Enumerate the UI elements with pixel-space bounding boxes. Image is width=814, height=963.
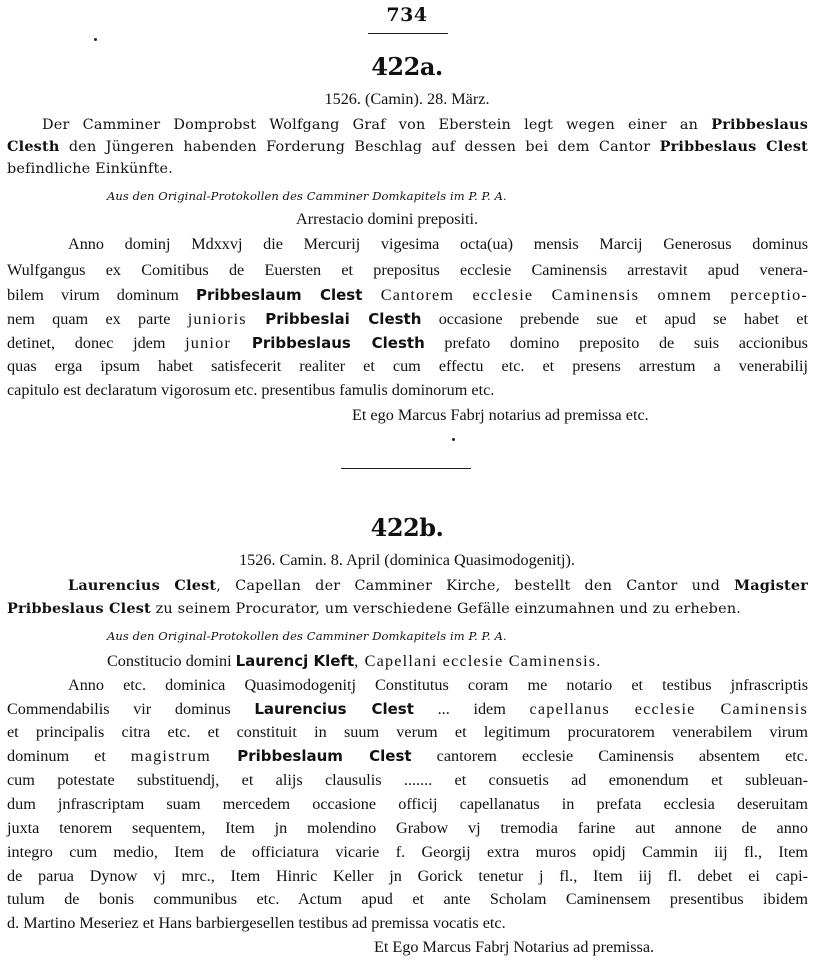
doc-b-title [107, 651, 602, 671]
person-name: Pribbeslaus Clest [7, 600, 151, 617]
text-run: cantorem ecclesie Caminensis absentem etc. [411, 747, 808, 765]
speck-mark [452, 438, 455, 441]
text-run: Constitucio domini [107, 652, 236, 670]
page-number-rule [368, 33, 448, 34]
text-run: detinet, donec jdem [7, 334, 186, 352]
person-name: Laurencj Kleft [235, 652, 355, 670]
person-name: Laurencius Clest [254, 700, 414, 718]
doc-b-text-line: Anno etc. dominica Quasimodogenitj Constitutus coram me notario et testibus jnfrascriptis [68, 676, 808, 694]
text-run: magistrum [130, 747, 211, 765]
text-run: junioris [187, 310, 247, 328]
person-name: Pribbeslaum Clest [210, 747, 412, 765]
text-run: prefato domino preposito de suis accionibus [424, 334, 808, 352]
doc-a-title: Arrestacio domini prepositi. [296, 210, 479, 228]
person-name: Clesth [7, 138, 60, 155]
summary-text: zu seinem Procurator, um verschiedene Gefälle einzumahnen und zu erheben. [150, 601, 742, 617]
summary-text: , Capellan der Camminer Kirche, bestellt den Cantor und [216, 578, 735, 594]
summary-text: Magister [734, 577, 808, 594]
doc-a-notary-signature: Et ego Marcus Fabrj notarius ad premissa etc. [352, 406, 649, 424]
person-name: Pribbeslaus [711, 116, 808, 133]
page-number: 734 [386, 4, 428, 26]
doc-a-summary-line-3: befindliche Einkünfte. [7, 161, 173, 177]
doc-a-text-line: quas erga ipsum habet satisfecerit realiter et cum effectu etc. et presens arrestum a venerabilij [7, 357, 808, 375]
text-run: dominum et [7, 747, 131, 765]
doc-b-text-line: juxta tenorem sequentem, Item jn molendino Grabow vj tremodia farine aut annone de anno [7, 819, 808, 837]
person-name: Pribbeslaum Clest [195, 286, 363, 304]
text-run: nem quam ex parte [7, 310, 188, 328]
doc-a-number: 422a. [371, 52, 443, 81]
text-run: bilem virum dominum [7, 286, 196, 304]
doc-a-summary-line-2 [7, 137, 808, 157]
doc-b-text-line: de parua Dynow vj mrc., Item Hinric Keller jn Gorick tenetur j fl., Item iij fl. debet ei capi- [7, 867, 808, 885]
text-run: junior [185, 334, 231, 352]
speck-mark [94, 38, 97, 41]
doc-b-text-line: tulum de bonis communibus etc. Actum apud et ante Scholam Caminensem presentibus ibidem [7, 890, 808, 908]
doc-b-date: 1526. Camin. 8. April (dominica Quasimodogenitj). [239, 551, 575, 569]
doc-b-notary-signature: Et Ego Marcus Fabrj Notarius ad premissa. [374, 938, 655, 956]
doc-b-text-line: integro cum medio, Item de officiatura vicarie f. Georgij extra muros opidj Cammin iij fl., Item [7, 843, 808, 861]
doc-a-text-line [7, 309, 808, 329]
person-name: Pribbeslai Clesth [246, 310, 422, 328]
person-name: Laurencius Clest [68, 577, 217, 594]
doc-b-text-line: d. Martino Meseriez et Hans barbiergesellen testibus ad premissa vocatis etc. [7, 914, 506, 932]
summary-text: den Jüngeren habenden Forderung Beschlag auf dessen bei dem Cantor [59, 139, 660, 155]
doc-b-text-line: cum potestate substituendj, et alijs clausulis ....... et consuetis ad emonendum et subleuan- [7, 771, 808, 789]
text-run: Commendabilis vir dominus [7, 700, 255, 718]
doc-a-text-line: Wulfgangus ex Comitibus de Euersten et prepositus ecclesie Caminensis arrestavit apud venera- [7, 261, 808, 279]
doc-a-text-line [7, 333, 808, 353]
doc-b-text-line [7, 699, 808, 719]
person-name: Pribbeslaus Clesth [230, 334, 425, 352]
doc-a-summary-line-1 [42, 115, 808, 135]
doc-a-text-line [7, 285, 808, 305]
text-run: Cantorem ecclesie Caminensis omnem perceptio- [362, 286, 809, 304]
doc-b-number: 422b. [370, 513, 444, 542]
text-run: ... idem [413, 700, 530, 718]
text-run: , Capellani ecclesie Caminensis. [354, 652, 602, 670]
person-name: Pribbeslaus Clest [659, 138, 808, 155]
doc-b-text-line: et principalis citra etc. et constituit in suum verum et legitimum procuratorem venerabilem virum [7, 723, 808, 741]
doc-a-source-note: Aus den Original-Protokollen des Camminer Domkapitels im P. P. A. [107, 189, 507, 203]
doc-a-text-line: Anno dominj Mdxxvj die Mercurij vigesima octa(ua) mensis Marcij Generosus dominus [68, 235, 808, 253]
doc-a-date: 1526. (Camin). 28. März. [324, 90, 490, 108]
doc-b-source-note: Aus den Original-Protokollen des Camminer Domkapitels im P. P. A. [107, 629, 507, 643]
doc-b-summary-line-2 [7, 599, 741, 619]
doc-b-summary-line-1 [68, 576, 808, 596]
text-run: capellanus ecclesie Caminensis [529, 700, 808, 718]
doc-b-text-line: dum jnfrascriptam suam mercedem occasione officij capellanatus in prefata ecclesia deseruitam [7, 795, 808, 813]
section-divider [341, 468, 471, 469]
summary-text: Der Camminer Domprobst Wolfgang Graf von Eberstein legt wegen einer an [42, 117, 712, 133]
doc-a-text-line: capitulo est declaratum vigorosum etc. presentibus famulis dominorum etc. [7, 381, 495, 399]
text-run: occasione prebende sue et apud se habet et [421, 310, 808, 328]
doc-b-text-line [7, 746, 808, 766]
